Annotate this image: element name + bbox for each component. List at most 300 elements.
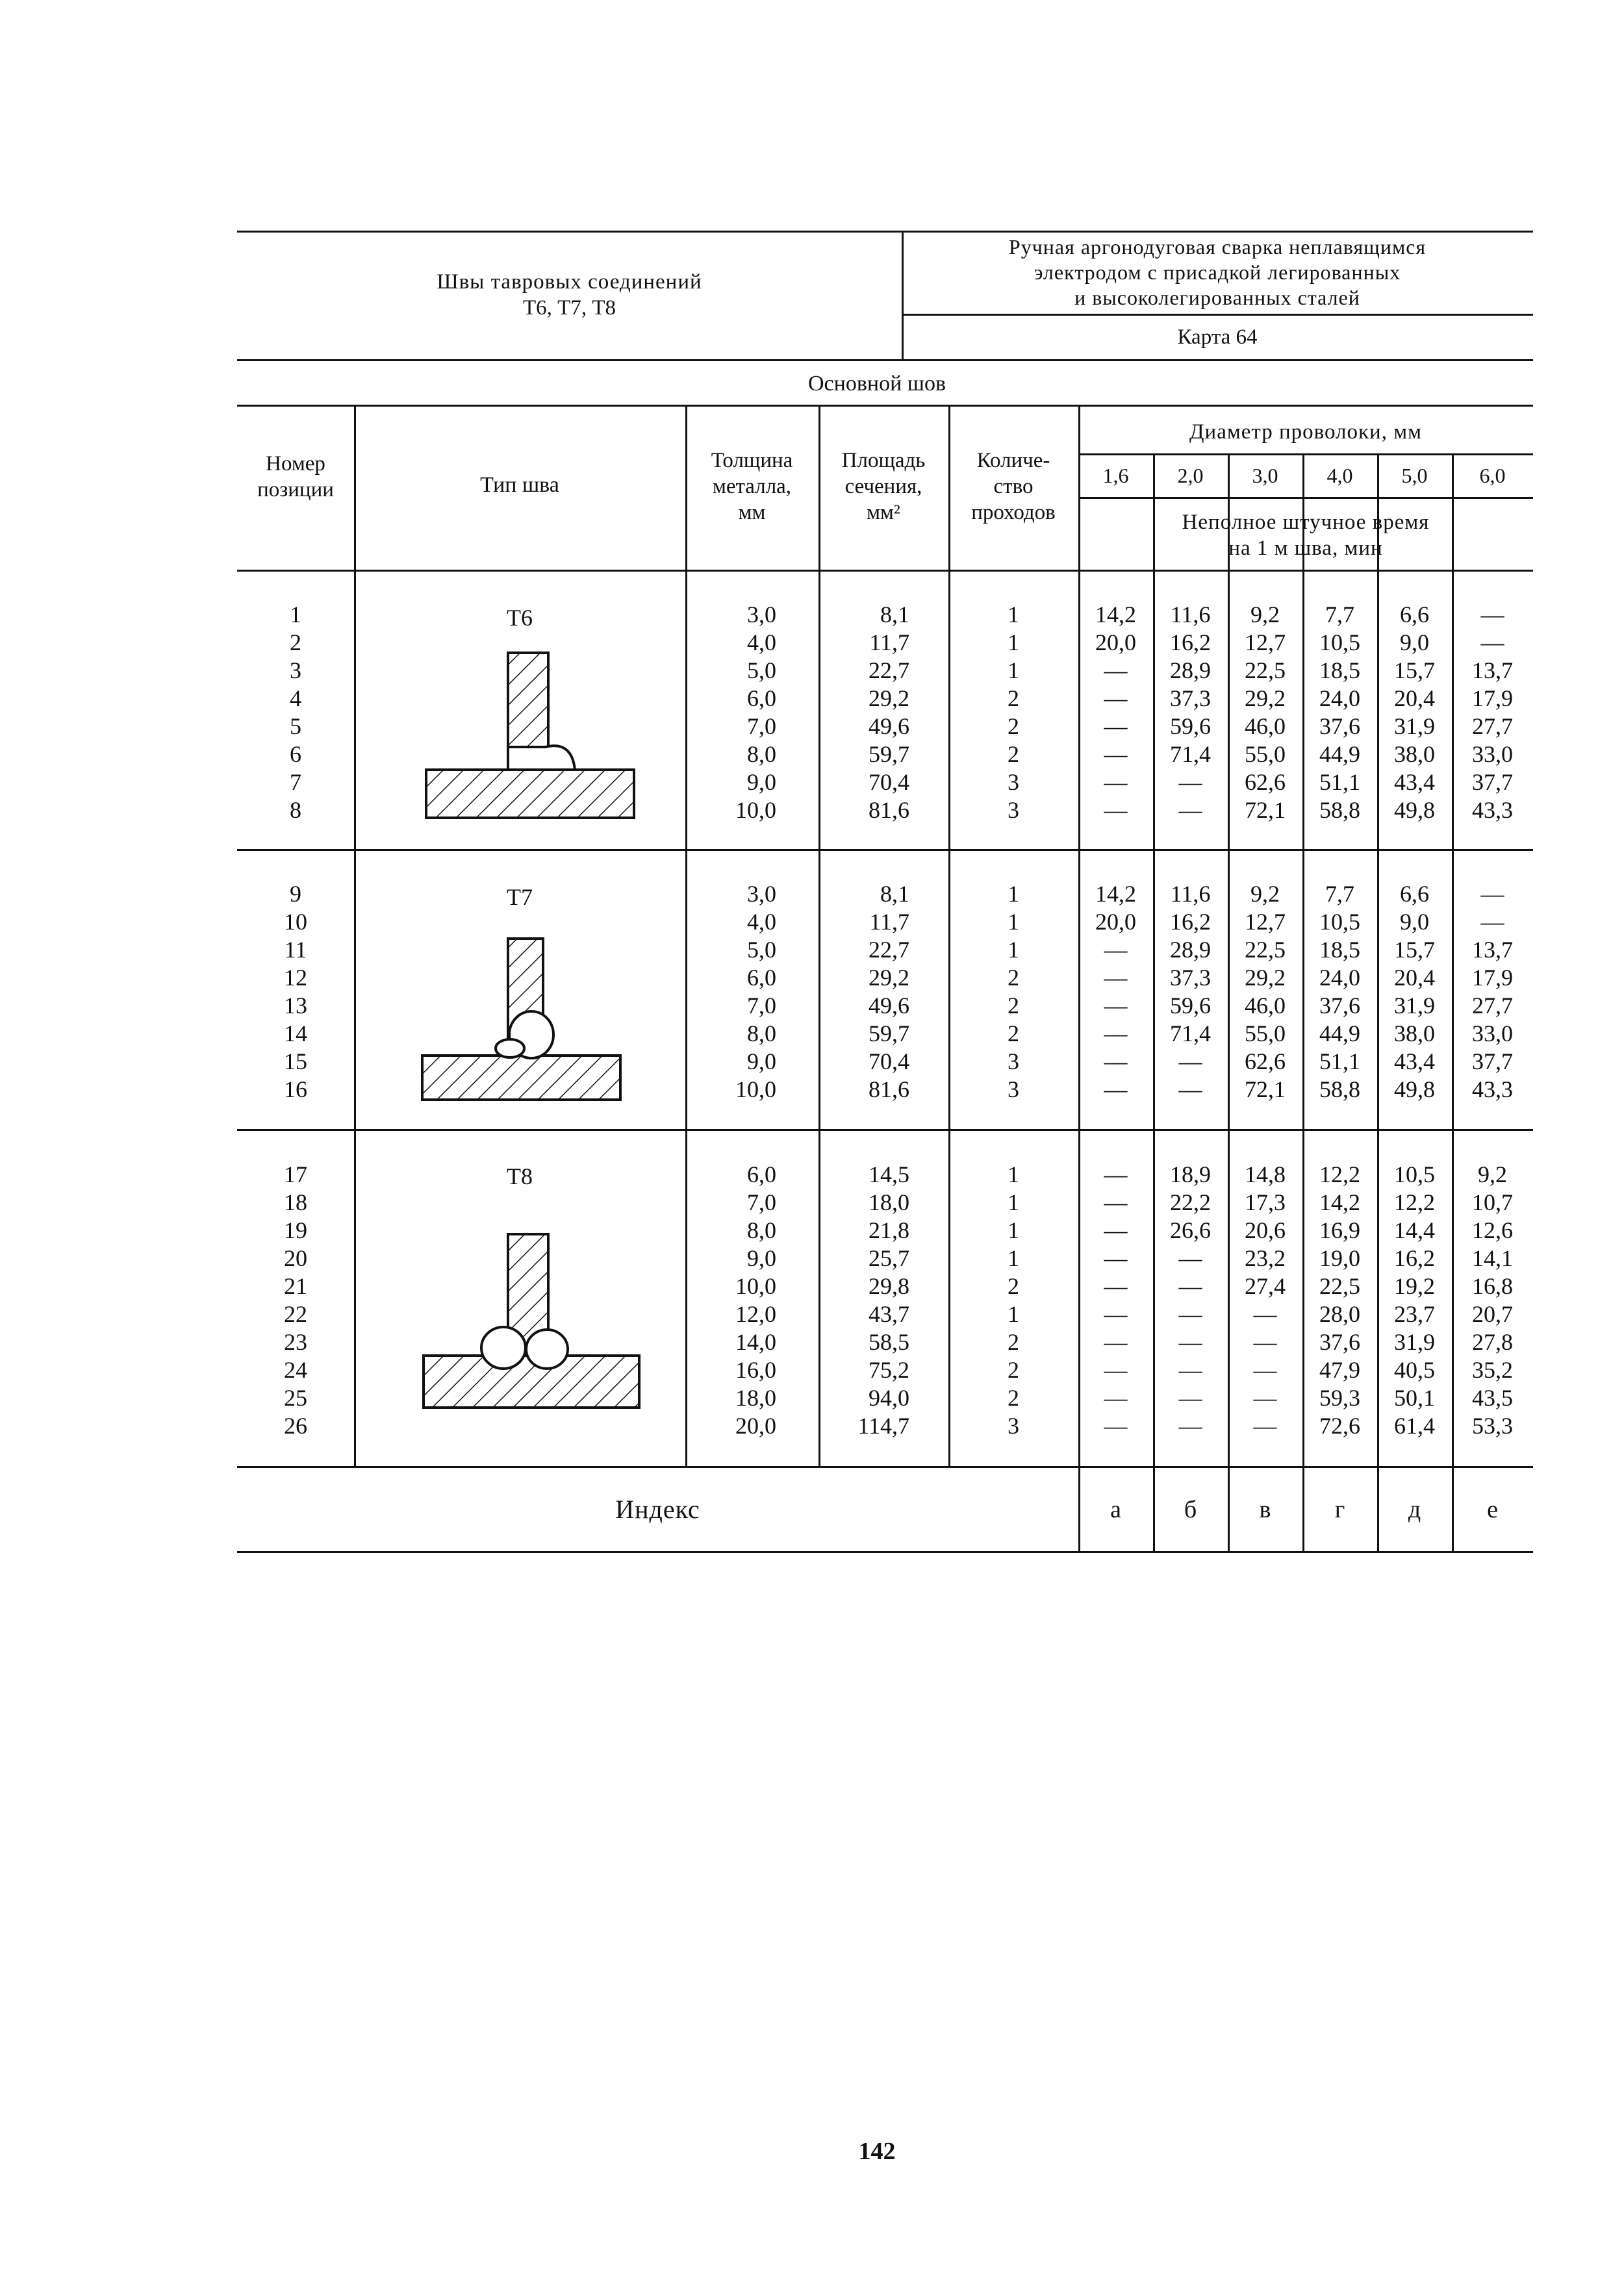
table-cell: 20,0 (1095, 909, 1136, 935)
table-cell: 61,4 (1394, 1413, 1435, 1439)
table-cell: 28,0 (1319, 1301, 1360, 1327)
table-cell: 58,8 (1319, 797, 1360, 823)
group-2-d20 (1153, 880, 1228, 1104)
table-cell: 8,0 (747, 1020, 776, 1046)
diameter-value-1: 1,6 (1102, 464, 1129, 487)
table-cell: — (1178, 1048, 1202, 1074)
table-cell: 14,2 (1095, 601, 1136, 627)
table-cell: 1 (290, 601, 301, 627)
table-cell: 53,3 (1472, 1413, 1513, 1439)
table-cell: 44,9 (1319, 1020, 1360, 1046)
table-cell: 16,9 (1319, 1217, 1360, 1243)
table-cell: 17,9 (1472, 685, 1513, 711)
table-cell: 24 (284, 1357, 307, 1383)
table-cell: 4 (290, 685, 301, 711)
table-cell: 26,6 (1170, 1217, 1211, 1243)
col-area-heading-3: мм² (867, 501, 900, 524)
table-cell: 38,0 (1394, 1020, 1435, 1046)
table-cell: 75,2 (869, 1357, 909, 1383)
table-cell: 14,2 (1319, 1189, 1360, 1215)
group-2-positions (237, 880, 354, 1104)
col-area-heading-1: Площадь (841, 449, 926, 472)
table-cell: — (1178, 797, 1202, 823)
table-cell: 8 (290, 797, 301, 823)
table-cell: 10,0 (735, 797, 776, 823)
table-cell: — (1104, 965, 1128, 991)
table-cell: 6,6 (1400, 601, 1429, 627)
group-3-d40 (1302, 1161, 1377, 1440)
table-cell: 25 (284, 1385, 307, 1411)
table-cell: 2 (1008, 741, 1019, 767)
table-cell: 43,5 (1472, 1385, 1513, 1411)
table-cell: 20 (284, 1245, 307, 1271)
col-area-heading-2: сечения, (844, 475, 922, 498)
table-cell: 11,6 (1170, 601, 1211, 627)
table-cell: 14,2 (1095, 881, 1136, 907)
seam-type-label-t7: Т7 (507, 884, 533, 910)
group-2-d40 (1302, 880, 1377, 1104)
page-number: 142 (858, 2138, 896, 2165)
table-cell: 2 (1008, 1385, 1019, 1411)
table-cell: — (1480, 881, 1504, 907)
table-cell: 3 (1008, 1048, 1019, 1074)
table-cell: — (1104, 1189, 1128, 1215)
table-cell: 81,6 (869, 1076, 909, 1102)
table-cell: 50,1 (1394, 1385, 1435, 1411)
table-cell: — (1178, 1301, 1202, 1327)
table-cell: 8,1 (880, 881, 909, 907)
group-2-d50 (1377, 880, 1452, 1104)
table-cell: — (1178, 1076, 1202, 1102)
table-cell: — (1178, 1273, 1202, 1299)
table-cell: 58,5 (869, 1329, 909, 1355)
table-cell: 15,7 (1394, 657, 1435, 683)
table-cell: — (1253, 1329, 1277, 1355)
section-title: Основной шов (807, 372, 946, 396)
table-cell: 27,7 (1472, 993, 1513, 1019)
table-cell: 37,7 (1472, 769, 1513, 795)
table-cell: 10,0 (735, 1076, 776, 1102)
table-cell: 71,4 (1170, 1020, 1211, 1046)
table-cell: 12,2 (1394, 1189, 1435, 1215)
table-cell: — (1104, 1245, 1128, 1271)
table-cell: 49,8 (1394, 1076, 1435, 1102)
group-1-d30 (1228, 601, 1302, 824)
col-passes-heading-1: Количе- (976, 449, 1050, 472)
table-cell: 2 (1008, 1357, 1019, 1383)
table-cell: — (1104, 1217, 1128, 1243)
table-cell: 1 (1008, 1161, 1019, 1187)
table-cell: 18,5 (1319, 657, 1360, 683)
table-cell: 21,8 (869, 1217, 909, 1243)
table-cell: 114,7 (857, 1413, 909, 1439)
col-position-heading-1: Номер (266, 452, 325, 475)
table-cell: 37,3 (1170, 965, 1211, 991)
table-cell: 62,6 (1245, 769, 1286, 795)
table-cell: 22,5 (1245, 937, 1286, 963)
table-cell: — (1253, 1357, 1277, 1383)
group-2-d16 (1078, 880, 1153, 1104)
table-cell: — (1178, 1245, 1202, 1271)
table-cell: 94,0 (869, 1385, 909, 1411)
table-cell: 1 (1008, 657, 1019, 683)
table-cell: 11 (284, 937, 307, 963)
table-cell: 43,3 (1472, 1076, 1513, 1102)
table-cell: 9,2 (1250, 601, 1280, 627)
table-cell: 1 (1008, 601, 1019, 627)
table-cell: — (1178, 1329, 1202, 1355)
group-2-area (818, 880, 909, 1104)
table-cell: — (1104, 713, 1128, 739)
index-letter-a: а (1110, 1496, 1121, 1523)
table-cell: — (1104, 1301, 1128, 1327)
table-cell: 20,0 (735, 1413, 776, 1439)
table-cell: — (1104, 1161, 1128, 1187)
table-cell: 6,0 (747, 685, 776, 711)
table-cell: 11,6 (1170, 881, 1211, 907)
table-cell: 1 (1008, 937, 1019, 963)
table-cell: 16,2 (1170, 629, 1211, 655)
table-cell: 21 (284, 1273, 307, 1299)
col-passes-heading-3: проходов (971, 501, 1056, 524)
table-cell: 49,6 (869, 993, 909, 1019)
table-cell: 1 (1008, 1301, 1019, 1327)
table-cell: 37,6 (1319, 993, 1360, 1019)
table-cell: 14,4 (1394, 1217, 1435, 1243)
table-cell: 81,6 (869, 797, 909, 823)
table-cell: 14,8 (1245, 1161, 1286, 1187)
seam-type-label-t6: Т6 (507, 605, 533, 631)
card-number: Карта 64 (1177, 325, 1258, 349)
diameter-value-6: 6,0 (1479, 464, 1506, 487)
table-cell: 18,0 (869, 1189, 909, 1215)
table-cell: 29,8 (869, 1273, 909, 1299)
table-cell: — (1104, 1413, 1128, 1439)
group-2-passes (987, 880, 1039, 1104)
table-cell: 16,0 (735, 1357, 776, 1383)
table-cell: 11,7 (869, 629, 909, 655)
table-cell: — (1104, 1357, 1128, 1383)
table-cell: 23,7 (1394, 1301, 1435, 1327)
table-cell: 43,7 (869, 1301, 909, 1327)
group-3-d16 (1078, 1161, 1153, 1440)
table-cell: 6,0 (747, 1161, 776, 1187)
table-cell: 9,2 (1478, 1161, 1507, 1187)
table-cell: 62,6 (1245, 1048, 1286, 1074)
table-cell: 3 (1008, 797, 1019, 823)
table-cell: 49,8 (1394, 797, 1435, 823)
table-cell: 19,2 (1394, 1273, 1435, 1299)
table-cell: 23 (284, 1329, 307, 1355)
diameter-value-3: 3,0 (1252, 464, 1278, 487)
table-cell: 17,9 (1472, 965, 1513, 991)
table-cell: — (1104, 797, 1128, 823)
table-cell: 37,7 (1472, 1048, 1513, 1074)
group-1-d16 (1078, 601, 1153, 824)
table-cell: 22,5 (1245, 657, 1286, 683)
table-cell: 1 (1008, 909, 1019, 935)
table-cell: 18,0 (735, 1385, 776, 1411)
table-cell: 2 (1008, 1273, 1019, 1299)
table-cell: 7 (290, 769, 301, 795)
table-cell: 20,4 (1394, 685, 1435, 711)
seam-drawing-t8 (424, 1234, 639, 1408)
group-3-thickness (685, 1161, 776, 1440)
table-cell: 1 (1008, 1245, 1019, 1271)
table-cell: 22,7 (869, 937, 909, 963)
table-cell: 37,6 (1319, 713, 1360, 739)
index-letter-g: г (1334, 1496, 1345, 1523)
table-cell: 40,5 (1394, 1357, 1435, 1383)
table-cell: 59,6 (1170, 993, 1211, 1019)
table-cell: — (1480, 601, 1504, 627)
table-cell: 43,3 (1472, 797, 1513, 823)
table-cell: — (1104, 1329, 1128, 1355)
group-3-area (818, 1161, 909, 1440)
group-1-d20 (1153, 601, 1228, 824)
table-cell: 24,0 (1319, 965, 1360, 991)
table-cell: 16,8 (1472, 1273, 1513, 1299)
table-cell: 8,0 (747, 1217, 776, 1243)
table-cell: 4,0 (747, 629, 776, 655)
table-cell: 37,6 (1319, 1329, 1360, 1355)
table-cell: 70,4 (869, 769, 909, 795)
table-cell: — (1104, 657, 1128, 683)
table-cell: 31,9 (1394, 1329, 1435, 1355)
table-cell: 35,2 (1472, 1357, 1513, 1383)
seam-drawing-t6 (426, 653, 634, 818)
table-cell: 3,0 (747, 881, 776, 907)
col-thickness-heading-3: мм (738, 501, 766, 524)
seam-drawing-t7 (422, 939, 620, 1100)
table-cell: 9 (290, 881, 301, 907)
index-label: Индекс (615, 1495, 700, 1524)
table-cell: 59,7 (869, 1020, 909, 1046)
table-cell: — (1104, 993, 1128, 1019)
table-cell: 15 (284, 1048, 307, 1074)
table-cell: 19,0 (1319, 1245, 1360, 1271)
table-cell: — (1178, 769, 1202, 795)
table-cell: — (1104, 685, 1128, 711)
table-cell: 13,7 (1472, 937, 1513, 963)
table-cell: 49,6 (869, 713, 909, 739)
table-cell: 12 (284, 965, 307, 991)
table-cell: 70,4 (869, 1048, 909, 1074)
table-cell: 3 (1008, 1076, 1019, 1102)
table-cell: 6 (290, 741, 301, 767)
table-cell: 14,0 (735, 1329, 776, 1355)
table-cell: 13 (284, 993, 307, 1019)
diameter-value-2: 2,0 (1177, 464, 1204, 487)
table-cell: 29,2 (869, 685, 909, 711)
table-cell: 10,0 (735, 1273, 776, 1299)
table-cell: 9,0 (747, 1048, 776, 1074)
table-cell: — (1104, 1048, 1128, 1074)
table-cell: 6,6 (1400, 881, 1429, 907)
table-cell: 46,0 (1245, 993, 1286, 1019)
table-cell: 3 (290, 657, 301, 683)
group-1-d40 (1302, 601, 1377, 824)
table-cell: 18 (284, 1189, 307, 1215)
table-cell: 47,9 (1319, 1357, 1360, 1383)
table-cell: 12,0 (735, 1301, 776, 1327)
table-cell: 9,0 (747, 769, 776, 795)
table-cell: 20,6 (1245, 1217, 1286, 1243)
header-right-title-2: электродом с присадкой легированных (1034, 260, 1401, 284)
table-cell: 20,7 (1472, 1301, 1513, 1327)
table-cell: 72,6 (1319, 1413, 1360, 1439)
table-cell: 37,3 (1170, 685, 1211, 711)
table-cell: 29,2 (1245, 965, 1286, 991)
group-3-passes (987, 1161, 1039, 1440)
table-cell: 24,0 (1319, 685, 1360, 711)
table-cell: 12,2 (1319, 1161, 1360, 1187)
table-cell: 3 (1008, 1413, 1019, 1439)
group-1-thickness (685, 601, 776, 824)
table-cell: — (1178, 1357, 1202, 1383)
header-right-title-1: Ручная аргонодуговая сварка неплавящимся (1008, 235, 1427, 259)
table-cell: 10,5 (1319, 909, 1360, 935)
table-cell: 28,9 (1170, 937, 1211, 963)
table-cell: 10 (284, 909, 307, 935)
index-letter-v: в (1259, 1496, 1271, 1523)
table-cell: 18,5 (1319, 937, 1360, 963)
table-cell: 51,1 (1319, 1048, 1360, 1074)
table-cell: 10,5 (1394, 1161, 1435, 1187)
table-cell: 6,0 (747, 965, 776, 991)
table-cell: 22 (284, 1301, 307, 1327)
index-letter-b: б (1184, 1496, 1197, 1523)
group-1-positions (237, 601, 354, 824)
table-cell: 15,7 (1394, 937, 1435, 963)
table-cell: 20,4 (1394, 965, 1435, 991)
table-cell: 31,9 (1394, 713, 1435, 739)
table-cell: 2 (290, 629, 301, 655)
table-cell: 59,6 (1170, 713, 1211, 739)
table-cell: 55,0 (1245, 741, 1286, 767)
table-cell: 23,2 (1245, 1245, 1286, 1271)
table-cell: 43,4 (1394, 1048, 1435, 1074)
table-cell: 10,5 (1319, 629, 1360, 655)
table-cell: 16,2 (1394, 1245, 1435, 1271)
time-heading-2: на 1 м шва, мин (1228, 537, 1383, 560)
group-3-d20 (1153, 1161, 1228, 1440)
table-cell: 10,7 (1472, 1189, 1513, 1215)
table-cell: — (1253, 1413, 1277, 1439)
table-cell: 7,0 (747, 993, 776, 1019)
table-cell: 29,2 (869, 965, 909, 991)
table-cell: 33,0 (1472, 741, 1513, 767)
header-left-title: Швы тавровых соединений (437, 270, 702, 294)
table-cell: 38,0 (1394, 741, 1435, 767)
table-cell: 43,4 (1394, 769, 1435, 795)
table-cell: 1 (1008, 1189, 1019, 1215)
table-cell: 2 (1008, 965, 1019, 991)
table-cell: 2 (1008, 993, 1019, 1019)
table-cell: 12,6 (1472, 1217, 1513, 1243)
table-cell: 5 (290, 713, 301, 739)
table-cell: 5,0 (747, 937, 776, 963)
table-cell: — (1104, 1076, 1128, 1102)
table-cell: 14 (284, 1020, 307, 1046)
table-cell: 25,7 (869, 1245, 909, 1271)
table-cell: 20,0 (1095, 629, 1136, 655)
table-cell: 8,0 (747, 741, 776, 767)
table-cell: 22,7 (869, 657, 909, 683)
table-cell: 27,7 (1472, 713, 1513, 739)
table-cell: 7,7 (1325, 881, 1354, 907)
table-cell: 72,1 (1245, 1076, 1286, 1102)
table-cell: 2 (1008, 713, 1019, 739)
seam-type-label-t8: Т8 (507, 1163, 533, 1189)
group-1-area (818, 601, 909, 824)
table-cell: 27,8 (1472, 1329, 1513, 1355)
table-cell: 9,0 (747, 1245, 776, 1271)
table-cell: 5,0 (747, 657, 776, 683)
table-cell: — (1253, 1301, 1277, 1327)
group-1-passes (987, 601, 1039, 824)
table-cell: 26 (284, 1413, 307, 1439)
table-cell: — (1104, 769, 1128, 795)
table-cell: 17,3 (1245, 1189, 1286, 1215)
table-cell: 16,2 (1170, 909, 1211, 935)
index-letter-e: е (1487, 1496, 1498, 1523)
table-cell: 33,0 (1472, 1020, 1513, 1046)
table-cell: 11,7 (869, 909, 909, 935)
table-cell: 7,0 (747, 713, 776, 739)
table-cell: — (1104, 741, 1128, 767)
group-1-d50 (1377, 601, 1452, 824)
table-cell: 71,4 (1170, 741, 1211, 767)
table-cell: 16 (284, 1076, 307, 1102)
group-3-positions (237, 1161, 354, 1440)
col-diameter-heading: Диаметр проволоки, мм (1189, 420, 1422, 444)
diameter-value-4: 4,0 (1326, 464, 1353, 487)
group-1-d60 (1452, 601, 1533, 824)
table-cell: 29,2 (1245, 685, 1286, 711)
table-cell: 12,7 (1245, 629, 1286, 655)
table-cell: 22,5 (1319, 1273, 1360, 1299)
table-cell: 31,9 (1394, 993, 1435, 1019)
table-cell: 44,9 (1319, 741, 1360, 767)
table-cell: 19 (284, 1217, 307, 1243)
table-cell: 28,9 (1170, 657, 1211, 683)
table-cell: — (1178, 1385, 1202, 1411)
table-cell: 12,7 (1245, 909, 1286, 935)
table-cell: 7,7 (1325, 601, 1354, 627)
group-3-d50 (1377, 1161, 1452, 1440)
table-cell: 58,8 (1319, 1076, 1360, 1102)
diameter-value-5: 5,0 (1401, 464, 1428, 487)
table-cell: 3 (1008, 769, 1019, 795)
table-cell: 9,0 (1400, 629, 1429, 655)
table-cell: — (1480, 909, 1504, 935)
table-cell: — (1480, 629, 1504, 655)
table-cell: 55,0 (1245, 1020, 1286, 1046)
table-cell: — (1104, 1020, 1128, 1046)
table-cell: 1 (1008, 881, 1019, 907)
table-cell: 27,4 (1245, 1273, 1286, 1299)
table-cell: 9,2 (1250, 881, 1280, 907)
table-cell: 13,7 (1472, 657, 1513, 683)
table-cell: 14,5 (869, 1161, 909, 1187)
header-right-title-3: и высоколегированных сталей (1074, 286, 1360, 309)
table-cell: 9,0 (1400, 909, 1429, 935)
table-cell: 7,0 (747, 1189, 776, 1215)
table-cell: 4,0 (747, 909, 776, 935)
table-cell: 17 (284, 1161, 307, 1187)
table-cell: — (1104, 1273, 1128, 1299)
